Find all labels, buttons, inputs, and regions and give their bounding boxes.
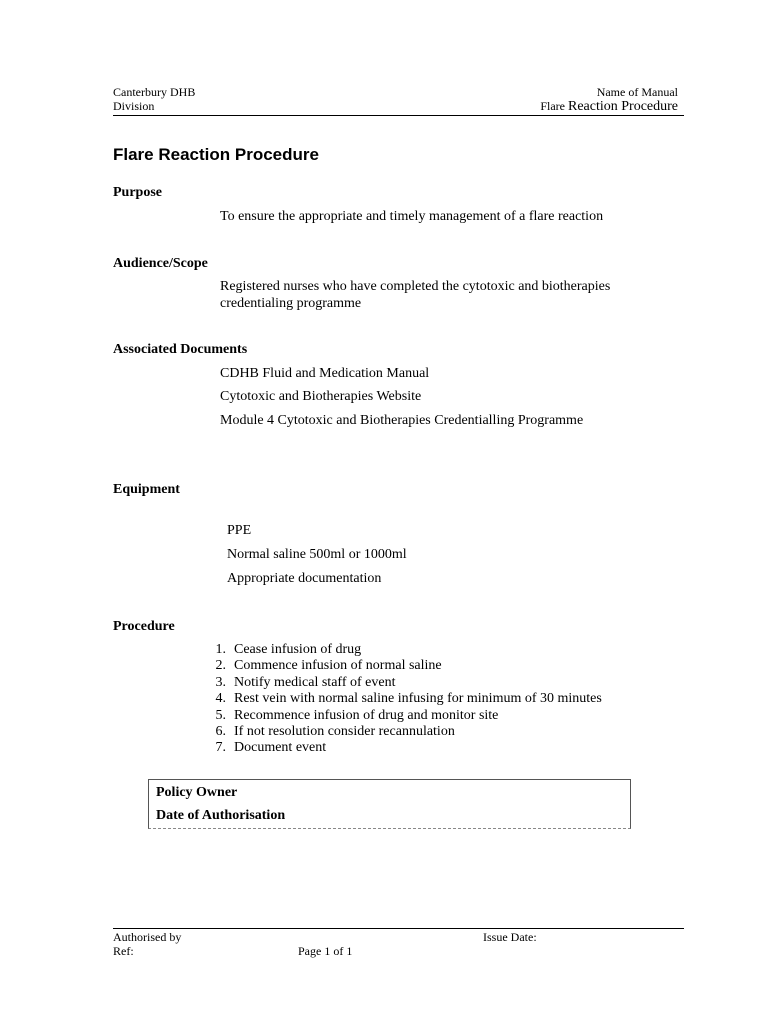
list-item: 6. If not resolution consider recannulation [215, 724, 455, 740]
header-left [113, 85, 195, 113]
document-item: Module 4 Cytotoxic and Biotherapies Credentialling Programme [220, 413, 584, 428]
policy-owner-label: Policy Owner [156, 785, 238, 800]
page-number: Page 1 of 1 [298, 944, 353, 958]
footer-divider [113, 928, 684, 929]
list-item: 5. Recommence infusion of drug and monitor site [215, 707, 499, 723]
manual-label: Name of Manual [596, 85, 678, 99]
purpose-text: To ensure the appropriate and timely management of a flare reaction [220, 209, 604, 224]
equipment-heading: Equipment [113, 482, 180, 497]
authorised-by: Authorised by [113, 930, 182, 944]
audience-text: Registered nurses who have completed the cytotoxic and biotherapies credentialing programme [220, 279, 611, 311]
org-name: Canterbury DHB [113, 85, 196, 99]
manual-title-line [540, 99, 678, 114]
manual-prefix: Flare [540, 99, 565, 113]
procedure-list [200, 642, 602, 757]
procedure-heading: Procedure [113, 619, 175, 634]
equipment-item: PPE [227, 523, 252, 538]
equipment-item: Appropriate documentation [227, 571, 382, 586]
list-item: 1. Cease infusion of drug [215, 642, 362, 657]
equipment-item: Normal saline 500ml or 1000ml [227, 547, 407, 562]
documents-heading: Associated Documents [113, 342, 248, 357]
document-item: Cytotoxic and Biotherapies Website [220, 389, 422, 404]
list-item: 3. Notify medical staff of event [215, 674, 396, 690]
header-divider [113, 115, 684, 116]
issue-date: Issue Date: [483, 930, 537, 944]
list-item: 2. Commence infusion of normal saline [215, 658, 442, 674]
list-item: 7. Document event [215, 740, 327, 756]
purpose-heading: Purpose [113, 185, 162, 200]
list-item: 4. Rest vein with normal saline infusing for minimum of 30 minutes [215, 691, 602, 707]
ref-label: Ref: [113, 944, 134, 958]
authorisation-date-label: Date of Authorisation [156, 808, 286, 823]
page-title: Flare Reaction Procedure [113, 145, 319, 164]
policy-box [148, 779, 631, 829]
audience-heading: Audience/Scope [113, 256, 208, 271]
division-label: Division [113, 99, 155, 113]
manual-title: Reaction Procedure [567, 99, 678, 114]
document-item: CDHB Fluid and Medication Manual [220, 366, 430, 381]
header-right [540, 85, 678, 114]
